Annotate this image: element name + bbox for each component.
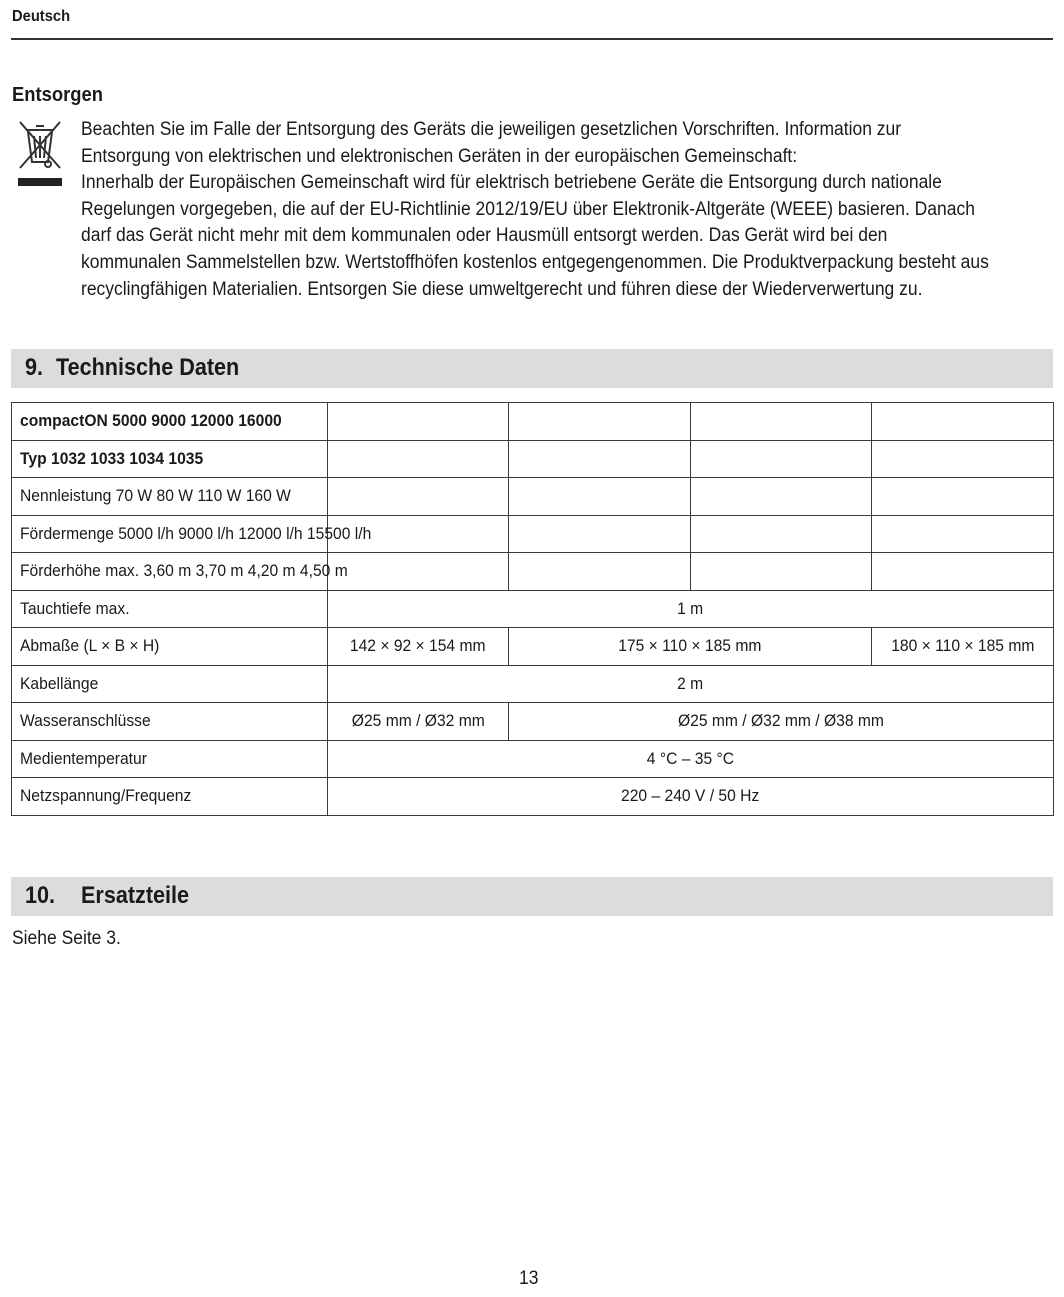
cell-value: 220 – 240 V / 50 Hz (621, 786, 760, 806)
value-cell (509, 703, 1054, 741)
cell-value: 2 m (677, 673, 704, 693)
table-row (12, 703, 1054, 741)
row-label-cell (12, 665, 328, 703)
empty-cell (509, 403, 691, 441)
table-row (12, 403, 1054, 441)
value-cell (872, 628, 1054, 666)
empty-cell (691, 403, 872, 441)
table-row (12, 778, 1054, 816)
row-label: Fördermenge 5000 l/h 9000 l/h 12000 l/h 15500 l/h (20, 523, 372, 543)
value-cell (328, 590, 1054, 628)
row-label-cell (12, 478, 328, 516)
table-row (12, 740, 1054, 778)
empty-cell (872, 553, 1054, 591)
row-label: Nennleistung 70 W 80 W 110 W 160 W (20, 486, 291, 506)
empty-cell (872, 515, 1054, 553)
value-cell (328, 740, 1054, 778)
value-cell (509, 628, 872, 666)
row-label-cell (12, 440, 328, 478)
section-10-title: Ersatzteile (81, 882, 190, 909)
cell-value: 4 °C – 35 °C (646, 748, 735, 768)
empty-cell (691, 440, 872, 478)
cell-value: 180 × 110 × 185 mm (890, 636, 1035, 656)
cell-value: 1 m (677, 598, 704, 618)
section-10-header (11, 877, 1053, 916)
cell-value: Ø25 mm / Ø32 mm (351, 711, 485, 731)
empty-cell (691, 553, 872, 591)
row-label-cell (12, 703, 328, 741)
empty-cell (872, 440, 1054, 478)
table-row (12, 553, 1054, 591)
empty-cell (509, 440, 691, 478)
table-row (12, 478, 1054, 516)
disposal-heading: Entsorgen (12, 84, 103, 106)
row-label-cell (12, 403, 328, 441)
row-label-cell (12, 628, 328, 666)
crossed-out-wheelie-bin-icon (14, 118, 66, 188)
value-cell (328, 628, 509, 666)
empty-cell (509, 515, 691, 553)
cell-value: 142 × 92 × 154 mm (350, 636, 486, 656)
empty-cell (691, 515, 872, 553)
spare-parts-text: Siehe Seite 3. (12, 928, 121, 949)
row-label: Kabellänge (20, 673, 99, 693)
disposal-paragraph-2: Innerhalb der Europäischen Gemeinschaft wird für elektrisch betriebene Geräte die Entsorgung durch nationale Regelungen vorgegeben, die auf der EU-Richtlinie 2012/19/EU über Elektronik-Altgeräte (WEEE) basieren. Danach darf das Gerät nicht mehr mit dem kommunalen oder Hausmüll entsorgt werden. Das Gerät wird bei den kommunalen Sammelstellen bzw. Wertstoffhöfen kostenlos entgegengenommen. Die Produktverpackung besteht aus recyclingfähigen Materialien. Entsorgen Sie diese umweltgerecht und führen diese der Wiederverwertung zu. (81, 172, 989, 300)
table-row (12, 665, 1054, 703)
empty-cell (328, 478, 509, 516)
row-label-cell (12, 590, 328, 628)
disposal-text (81, 117, 992, 303)
value-cell (328, 665, 1054, 703)
row-label: Tauchtiefe max. (20, 598, 130, 618)
value-cell (328, 703, 509, 741)
empty-cell (872, 478, 1054, 516)
empty-cell (328, 403, 509, 441)
empty-cell (328, 553, 509, 591)
empty-cell (509, 478, 691, 516)
table-row (12, 628, 1054, 666)
row-label: Typ 1032 1033 1034 1035 (20, 448, 204, 468)
cell-value: 175 × 110 × 185 mm (618, 636, 762, 656)
header-rule (11, 38, 1053, 40)
row-label-cell (12, 740, 328, 778)
row-label: Wasseranschlüsse (20, 711, 151, 731)
row-label-cell (12, 515, 372, 553)
section-10-number: 10. (25, 882, 56, 909)
section-9-title: Technische Daten (56, 354, 240, 381)
technical-data-table (11, 402, 1054, 816)
value-cell (328, 778, 1054, 816)
section-9-number: 9. (25, 354, 44, 381)
section-9-header (11, 349, 1053, 388)
page-number: 13 (519, 1268, 539, 1289)
disposal-paragraph-1: Beachten Sie im Falle der Entsorgung des Geräts die jeweiligen gesetzlichen Vorschriften. Information zur Entsorgung von elektrischen und elektronischen Geräten in der europäischen Gemeinschaft: (81, 119, 902, 167)
cell-value: Ø25 mm / Ø32 mm / Ø38 mm (678, 711, 884, 731)
row-label-cell (12, 778, 328, 816)
table-row (12, 590, 1054, 628)
row-label: Medientemperatur (20, 748, 147, 768)
table-row (12, 515, 1054, 553)
empty-cell (691, 478, 872, 516)
row-label: Netzspannung/Frequenz (20, 786, 192, 806)
row-label-cell (12, 553, 348, 591)
row-label: compactON 5000 9000 12000 16000 (20, 411, 282, 431)
empty-cell (328, 440, 509, 478)
header-language: Deutsch (12, 8, 71, 25)
empty-cell (872, 403, 1054, 441)
row-label: Förderhöhe max. 3,60 m 3,70 m 4,20 m 4,50 m (20, 561, 348, 581)
empty-cell (509, 553, 691, 591)
row-label: Abmaße (L × B × H) (20, 636, 160, 656)
table-row (12, 440, 1054, 478)
